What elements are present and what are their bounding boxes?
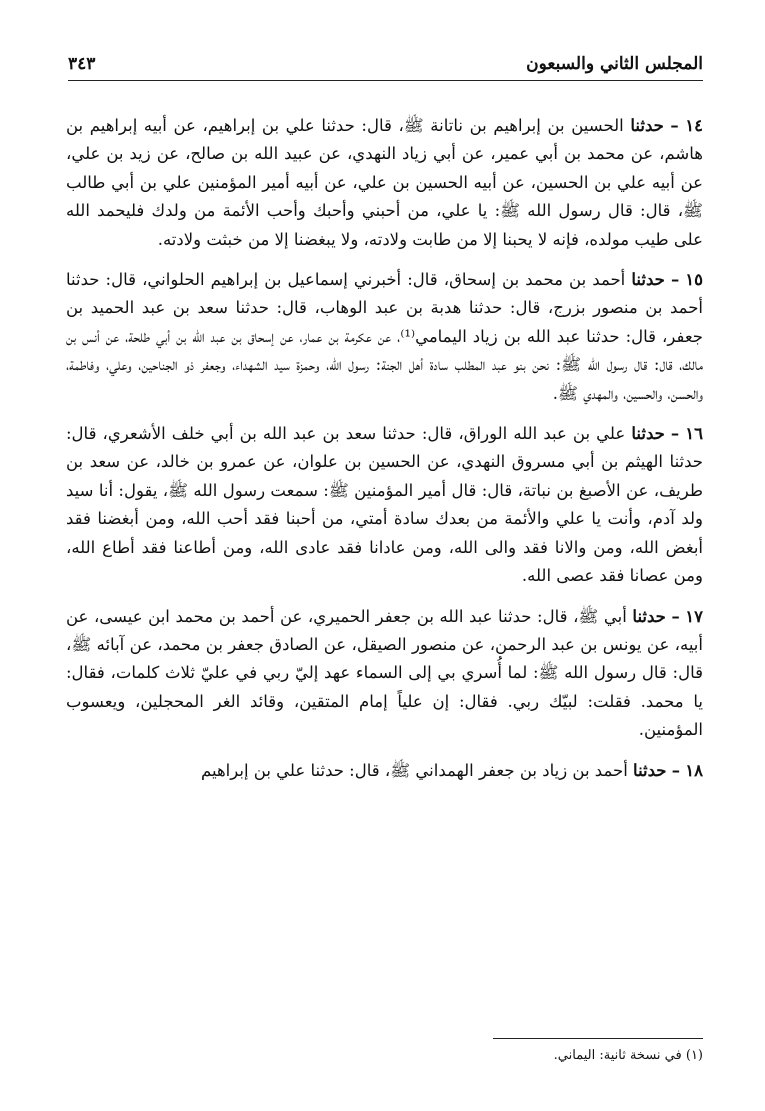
hadith-dash: – xyxy=(671,606,680,626)
hadith-number: ١٧ xyxy=(685,606,704,626)
hadith-14 xyxy=(66,112,703,254)
hadith-dash: – xyxy=(670,424,680,444)
hadith-keyword: حدثنا xyxy=(632,606,666,626)
footnote: (١) في نسخة ثانية: اليماني. xyxy=(553,1048,703,1063)
page-number: ٣٤٣ xyxy=(68,54,96,74)
hadith-text: علي بن عبد الله الوراق، قال: حدثنا سعد بن عبد الله بن أبي خلف الأشعري، قال: حدثنا الهيثم بن أبي مسروق النهدي، عن الحسين بن علوان، عن عمرو بن خالد، عن سعد بن طريف، عن الأصبغ بن نباتة، قال: قال أمير المؤمنين ﷺ: سمعت رسول الله ﷺ، يقول: أنا سيد ولد آدم، وأنت يا علي والأئمة من بعدك سادة أمتي، من أحبنا فقد أحب الله، ومن أبغضنا فقد أبغض الله، ومن والانا فقد والى الله، ومن عادانا فقد عادى الله، ومن أطاعنا فقد أطاع الله، ومن عصانا فقد عصى الله. xyxy=(66,424,703,586)
hadith-17 xyxy=(66,603,703,745)
page-header xyxy=(68,50,703,81)
hadith-number: ١٦ xyxy=(685,424,704,444)
hadith-text: أحمد بن محمد بن إسحاق، قال: أخبرني إسماعيل بن إبراهيم الحلواني، قال: حدثنا أحمد بن منصور بزرج، قال: حدثنا هدبة بن عبد الوهاب، قال: حدثنا سعد بن عبد الحميد بن جعفر، قال: حدثنا عبد الله بن زياد اليمامي⁽¹⁾، عن عكرمة بن عمار، عن إسحاق بن عبد الله بن أبي طلحة، عن أنس بن مالك، قال: قال رسول الله ﷺ: نحن بنو عبد المطلب سادة أهل الجنة: رسول الله، وحمزة سيد الشهداء، وجعفر ذو الجناحين، وعلي، وفاطمة، والحسن، والحسين، والمهدي ﷺ. xyxy=(66,270,703,403)
hadith-15 xyxy=(66,266,703,408)
hadith-number: ١٤ xyxy=(685,116,704,135)
hadith-number: ١٥ xyxy=(685,270,704,290)
hadith-18 xyxy=(66,757,703,785)
hadith-text: أبي ﷺ، قال: حدثنا عبد الله بن جعفر الحميري، عن أحمد بن محمد ابن عيسى، عن أبيه، عن يونس بن عبد الرحمن، عن منصور الصيقل، عن الصادق جعفر بن محمد، عن آبائه ﷺ، قال: قال رسول الله ﷺ: لما أُسري بي إلى السماء عهد إليّ ربي في عليّ ثلاث كلمات، فقال: يا محمد. فقلت: لبيّك ربي. فقال: إن علياً إمام المتقين، وقائد الغر المحجلين، ويعسوب المؤمنين. xyxy=(66,606,703,740)
hadith-number: ١٨ xyxy=(685,760,703,780)
body-text xyxy=(66,112,703,797)
running-title: المجلس الثاني والسبعون xyxy=(526,54,703,74)
hadith-text: الحسين بن إبراهيم بن ناتانة ﷺ، قال: حدثنا علي بن إبراهيم، عن أبيه إبراهيم بن هاشم، عن محمد بن أبي عمير، عن أبي زياد النهدي، عن عبيد الله بن صالح، عن زيد بن علي، عن أبيه علي بن الحسين، عن أبيه الحسين بن علي، عن أبيه أمير المؤمنين علي بن أبي طالب ﷺ، قال: قال رسول الله ﷺ: يا علي، من أحبني وأحبك وأحب الأئمة من ولدك فليحمد الله على طيب مولده، فإنه لا يحبنا إلا من طابت ولادته، ولا يبغضنا إلا من خبثت ولادته. xyxy=(66,116,703,249)
footnote-divider xyxy=(493,1038,703,1039)
hadith-keyword: حدثنا xyxy=(631,424,665,444)
hadith-dash: – xyxy=(671,760,681,780)
hadith-keyword: حدثنا xyxy=(630,116,664,135)
hadith-text: أحمد بن زياد بن جعفر الهمداني ﷺ، قال: حدثنا علي بن إبراهيم xyxy=(201,760,628,780)
hadith-keyword: حدثنا xyxy=(631,270,665,290)
hadith-keyword: حدثنا xyxy=(633,760,667,780)
hadith-dash: – xyxy=(670,270,680,290)
hadith-16 xyxy=(66,420,703,590)
hadith-dash: – xyxy=(670,116,679,135)
